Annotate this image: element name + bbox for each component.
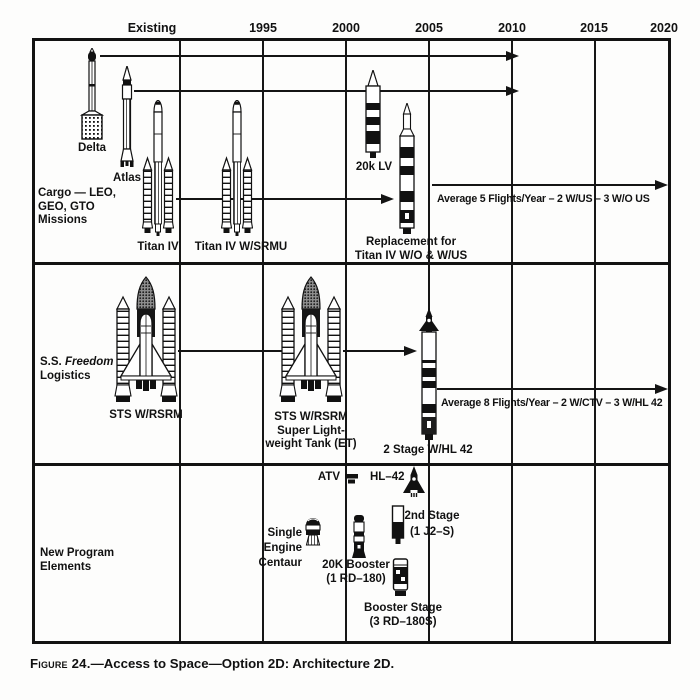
year-label-2015: 2015	[580, 21, 608, 35]
year-label-2010: 2010	[498, 21, 526, 35]
atv-icon	[344, 473, 360, 485]
year-label-2000: 2000	[332, 21, 360, 35]
titan-iv-srmu-icon	[221, 100, 253, 238]
delta-label: Delta	[77, 142, 107, 154]
titan-iv-srmu-label: Titan IV W/SRMU	[194, 241, 288, 253]
two-stage-hl42-rocket-icon	[417, 308, 441, 442]
vertical-gridline	[511, 41, 513, 641]
single-engine-centaur-icon	[304, 516, 322, 546]
shuttle-sts-rsrm-icon	[112, 276, 180, 410]
vertical-gridline	[594, 41, 596, 641]
titan-replacement-label: Replacement for Titan IV W/O & W/US	[354, 236, 468, 262]
delta-timeline-arrow	[100, 55, 507, 57]
figure-caption-number: Figure 24.	[30, 656, 91, 671]
second-stage-icon	[391, 505, 405, 545]
year-label-2005: 2005	[415, 21, 443, 35]
ss-freedom-logistics-label: S.S. Freedom Logistics	[40, 356, 114, 382]
second-stage-label: 2nd Stage (1 J2–S)	[404, 510, 460, 538]
avg-5-flights-arrow	[432, 184, 656, 186]
hl42-label: HL–42	[370, 471, 405, 483]
vertical-gridline	[345, 41, 347, 641]
delta-rocket-icon	[80, 48, 104, 142]
row-divider	[35, 262, 668, 265]
sts-rsrm-label: STS W/RSRM	[109, 409, 183, 421]
figure-caption	[30, 656, 394, 671]
avg-8-flights-note: Average 8 Flights/Year – 2 W/CTV – 3 W/HL 42	[441, 397, 663, 409]
titan-iv-icon	[142, 100, 174, 238]
shuttle-upgrade-line	[178, 350, 285, 352]
lv-20k-label: 20k LV	[355, 161, 393, 173]
single-engine-centaur-label: Single Engine Centaur	[258, 527, 302, 569]
booster-20k-label: 20K Booster (1 RD–180)	[322, 559, 390, 585]
atlas-rocket-icon	[116, 66, 138, 168]
hl42-spaceplane-icon	[402, 466, 426, 498]
atlas-timeline-arrow	[134, 90, 507, 92]
booster-stage-icon	[392, 558, 409, 597]
avg-8-flights-arrow	[437, 388, 656, 390]
shuttle-to-2stage-arrow	[343, 350, 405, 352]
sts-slwt-label: STS W/RSRM Super Light- weight Tank (ET)	[265, 411, 357, 450]
two-stage-hl42-label: 2 Stage W/HL 42	[383, 444, 473, 456]
shuttle-slwt-icon	[277, 276, 345, 410]
lv-20k-icon	[363, 70, 383, 158]
cargo-missions-label: Cargo — LEO, GEO, GTO Missions	[38, 187, 116, 226]
row-divider	[35, 463, 668, 466]
titan-replacement-rocket-icon	[397, 103, 417, 237]
figure-caption-text: —Access to Space—Option 2D: Architecture 2D.	[90, 656, 395, 671]
avg-5-flights-note: Average 5 Flights/Year – 2 W/US – 3 W/O US	[437, 193, 650, 205]
booster-20k-icon	[352, 515, 366, 559]
titan-replacement-arrow	[176, 198, 382, 200]
atlas-label: Atlas	[112, 172, 142, 184]
year-label-existing: Existing	[127, 21, 177, 35]
year-label-1995: 1995	[249, 21, 277, 35]
booster-stage-label: Booster Stage (3 RD–180S)	[364, 602, 442, 628]
titan-iv-label: Titan IV	[137, 241, 179, 253]
new-program-elements-label: New Program Elements	[40, 547, 115, 573]
atv-label: ATV	[317, 471, 340, 483]
year-label-2020: 2020	[650, 21, 678, 35]
